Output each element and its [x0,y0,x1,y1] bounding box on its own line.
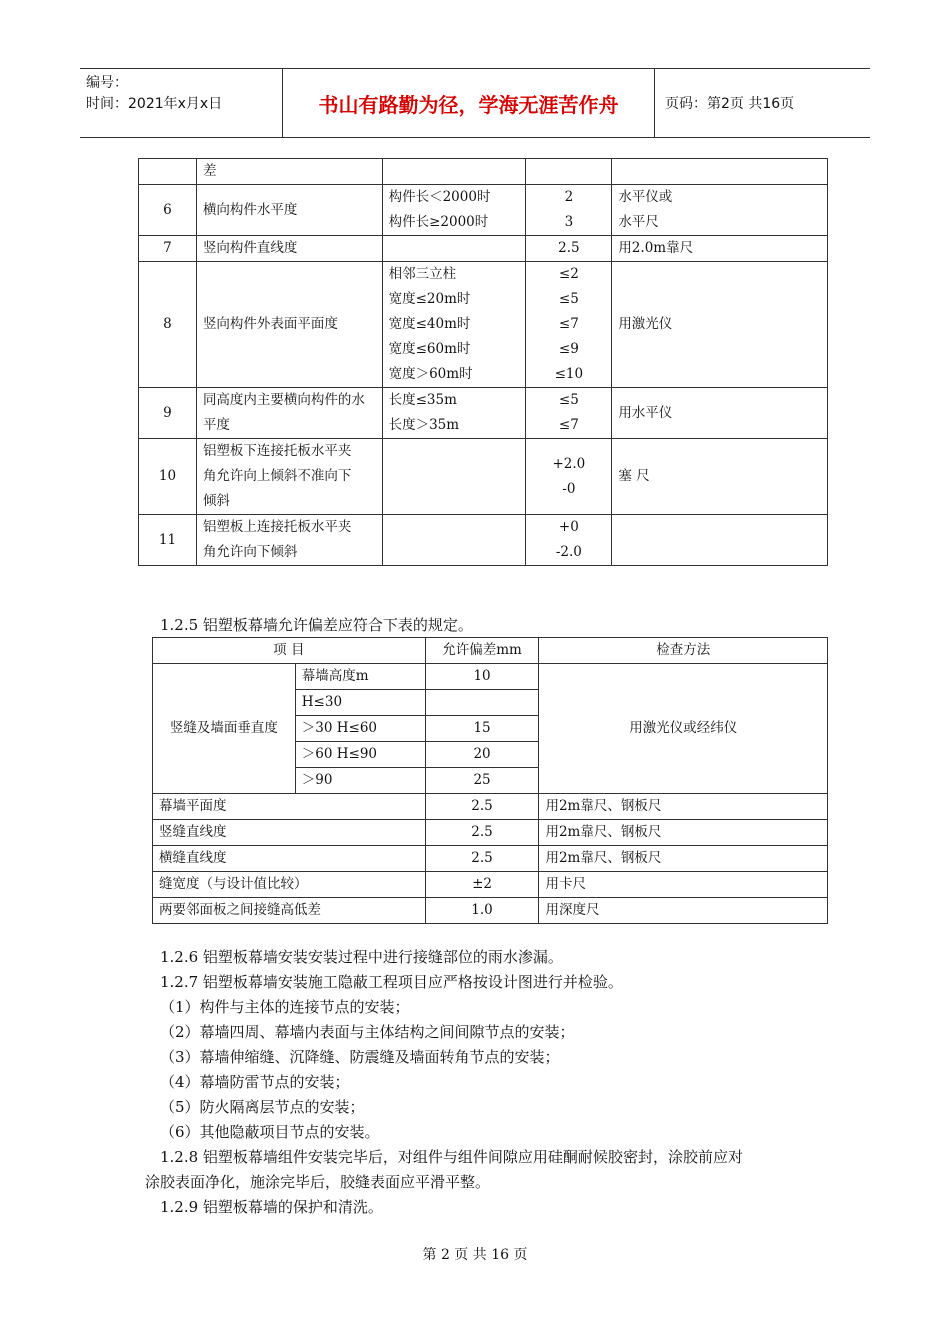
table-cell: 10 [139,439,197,515]
table-row [153,846,828,872]
table-cell: 塞 尺 [612,439,828,515]
section-1-2-9: 1.2.9 铝塑板幕墙的保护和清洗。 [160,1198,383,1216]
table-cell: 9 [139,388,197,439]
table-row [153,820,828,846]
table-cell: 用激光仪 [612,262,828,388]
table-cell: 差 [196,159,382,185]
table-cell: 水平仪或 水平尺 [612,185,828,236]
table-cell: 用2.0m靠尺 [612,236,828,262]
table-cell: 10 [425,664,539,690]
table-row [139,515,828,566]
table-cell: 相邻三立柱 宽度≤20m时 宽度≤40m时 宽度≤60m时 宽度＞60m时 [382,262,526,388]
table-cell: 两要邻面板之间接缝高低差 [153,898,426,924]
table-cell: ≤2 ≤5 ≤7 ≤9 ≤10 [526,262,612,388]
table-cell: 铝塑板上连接托板水平夹 角允许向下倾斜 [196,515,382,566]
table-row [139,236,828,262]
table-cell: 用2m靠尺、钢板尺 [539,820,828,846]
list-item: （2）幕墙四周、幕墙内表面与主体结构之间间隙节点的安装； [160,1023,575,1041]
table-cell: 竖缝直线度 [153,820,426,846]
table-cell: 幕墙平面度 [153,794,426,820]
table-cell: ＞90 [295,768,425,794]
table-cell: 2 3 [526,185,612,236]
table-cell: 横向构件水平度 [196,185,382,236]
list-item: （1）构件与主体的连接节点的安装； [160,998,410,1016]
table-cell: 缝宽度（与设计值比较） [153,872,426,898]
list-item: （3）幕墙伸缩缝、沉降缝、防震缝及墙面转角节点的安装； [160,1048,560,1066]
section-1-2-8: 1.2.8 铝塑板幕墙组件安装完毕后，对组件与组件间隙应用硅酮耐候胶密封，涂胶前应对 [160,1148,743,1166]
table-cell: 竖缝及墙面垂直度 [153,664,296,794]
table-cell: ＞30 H≤60 [295,716,425,742]
table-cell: 6 [139,185,197,236]
table-cell: 用2m靠尺、钢板尺 [539,794,828,820]
table-cell: 15 [425,716,539,742]
table-row [153,872,828,898]
table-row [139,262,828,388]
table-cell: 用卡尺 [539,872,828,898]
table-cell: 铝塑板下连接托板水平夹 角允许向上倾斜不准向下 倾斜 [196,439,382,515]
table-cell: 2.5 [425,820,539,846]
section-1-2-6: 1.2.6 铝塑板幕墙安装安装过程中进行接缝部位的雨水渗漏。 [160,948,563,966]
table-row [139,388,828,439]
table-cell: +2.0 -0 [526,439,612,515]
table-cell: 8 [139,262,197,388]
table-header: 检查方法 [539,638,828,664]
table-row [153,898,828,924]
table-header-row [153,638,828,664]
header-motto: 书山有路勤为径，学海无涯苦作舟 [283,69,655,137]
table-cell: 同高度内主要横向构件的水 平度 [196,388,382,439]
table-cell: +0 -2.0 [526,515,612,566]
table-cell: 幕墙高度m [295,664,425,690]
table-header: 项 目 [153,638,426,664]
table-header: 允许偏差mm [425,638,539,664]
table-cell: 20 [425,742,539,768]
tolerance-table-2 [152,637,828,924]
table-cell: 横缝直线度 [153,846,426,872]
table-cell: ±2 [425,872,539,898]
table-cell: 25 [425,768,539,794]
table-cell: 用2m靠尺、钢板尺 [539,846,828,872]
table-cell: 2.5 [425,794,539,820]
table-cell: ＞60 H≤90 [295,742,425,768]
table-cell [425,690,539,716]
page-footer: 第 2 页 共 16 页 [422,1247,528,1263]
table-row [153,794,828,820]
list-item: （6）其他隐蔽项目节点的安装。 [160,1123,380,1141]
table-cell: 11 [139,515,197,566]
table-cell: H≤30 [295,690,425,716]
doc-number: 编号： [86,75,128,91]
table-cell: 2.5 [526,236,612,262]
table-cell: 2.5 [425,846,539,872]
table-cell: 用激光仪或经纬仪 [539,664,828,794]
header-page-info: 页码：第2页 共16页 [665,96,795,112]
section-1-2-7: 1.2.7 铝塑板幕墙安装施工隐蔽工程项目应严格按设计图进行并检验。 [160,973,623,991]
table-row [139,185,828,236]
table-row [139,439,828,515]
page-header [80,68,870,138]
table-cell: 构件长＜2000时 构件长≥2000时 [382,185,526,236]
section-1-2-5: 1.2.5 铝塑板幕墙允许偏差应符合下表的规定。 [160,616,473,634]
header-meta [80,69,283,137]
table-row [153,664,828,690]
table-cell: 竖向构件外表面平面度 [196,262,382,388]
table-cell: 用水平仪 [612,388,828,439]
table-cell: ≤5 ≤7 [526,388,612,439]
doc-date: 时间：2021年x月x日 [86,96,223,112]
table-cell: 长度≤35m 长度＞35m [382,388,526,439]
list-item: （4）幕墙防雷节点的安装； [160,1073,350,1091]
table-cell: 用深度尺 [539,898,828,924]
table-cell: 竖向构件直线度 [196,236,382,262]
tolerance-table-1 [138,158,828,566]
list-item: （5）防火隔离层节点的安装； [160,1098,365,1116]
table-cell: 7 [139,236,197,262]
table-row [139,159,828,185]
section-1-2-8-cont: 涂胶表面净化，施涂完毕后，胶缝表面应平滑平整。 [145,1173,491,1191]
table-cell: 1.0 [425,898,539,924]
